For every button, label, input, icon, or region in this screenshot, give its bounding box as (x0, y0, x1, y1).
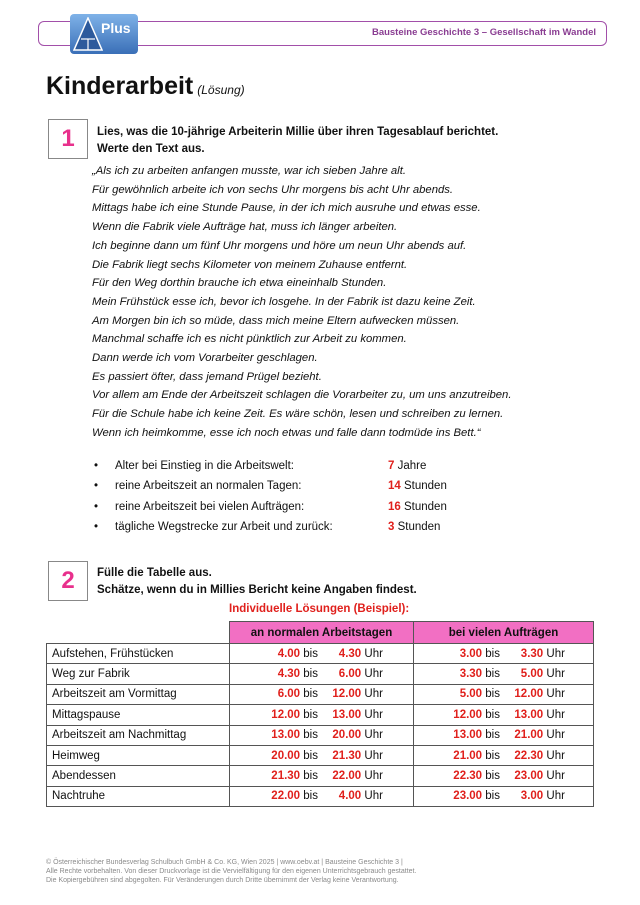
busy-time-cell (414, 745, 594, 765)
normal-time-cell (230, 786, 414, 806)
quote-line: Am Morgen bin ich so müde, dass mich meine Eltern aufwecken müssen. (92, 314, 460, 327)
time-to: 12.00 (514, 688, 544, 701)
unit-text: Uhr (546, 688, 565, 701)
quote-line: Mittags habe ich eine Stunde Pause, in der ich mich ausruhe und etwas esse. (92, 202, 481, 215)
task-1-instruction (97, 124, 498, 158)
answer-label: tägliche Wegstrecke zur Arbeit und zurück: (115, 520, 333, 533)
activity-cell: Mittagspause (47, 705, 230, 725)
time-to: 21.30 (332, 749, 362, 762)
time-from: 13.00 (453, 729, 483, 742)
unit-text: Uhr (364, 729, 383, 742)
bullet-icon: • (94, 520, 99, 533)
connector-text: bis (485, 790, 500, 803)
time-from: 22.30 (453, 770, 483, 783)
connector-text: bis (303, 770, 318, 783)
answer-label: reine Arbeitszeit an normalen Tagen: (115, 480, 302, 493)
unit-text: Uhr (364, 647, 383, 660)
answer-value: 14 (388, 480, 401, 493)
time-to: 5.00 (520, 668, 544, 681)
activity-cell: Heimweg (47, 745, 230, 765)
column-header-normal: an normalen Arbeitstagen (230, 622, 414, 644)
quote-line: Vor allem am Ende der Arbeitszeit schlagen die Vorarbeiter zu, um uns anzutreiben. (92, 389, 512, 402)
table-row (47, 705, 594, 725)
task-2-number: 2 (48, 561, 88, 601)
bullet-icon: • (94, 480, 99, 493)
busy-time-cell (414, 766, 594, 786)
time-to: 6.00 (338, 668, 362, 681)
quote-line: Für die Schule habe ich keine Zeit. Es wäre schön, lesen und schreiben zu lernen. (92, 408, 504, 421)
unit-text: Uhr (364, 790, 383, 803)
publisher-logo (70, 14, 138, 54)
time-to: 22.30 (514, 749, 544, 762)
normal-time-cell (230, 766, 414, 786)
time-to: 13.00 (332, 708, 362, 721)
column-header-busy: bei vielen Aufträgen (414, 622, 594, 644)
connector-text: bis (303, 668, 318, 681)
table-header-row (47, 622, 594, 644)
copyright-footer (46, 858, 416, 885)
bullet-icon: • (94, 460, 99, 472)
table-row (47, 664, 594, 684)
unit-text: Uhr (546, 708, 565, 721)
unit-text: Uhr (546, 668, 565, 681)
time-to: 13.00 (514, 708, 544, 721)
table-row (47, 745, 594, 765)
table-header-blank (47, 622, 230, 644)
unit-text: Uhr (364, 749, 383, 762)
activity-cell: Arbeitszeit am Vormittag (47, 684, 230, 704)
table-row (47, 684, 594, 704)
answer-value: 3 (388, 520, 395, 533)
time-from: 3.00 (459, 647, 483, 660)
connector-text: bis (303, 790, 318, 803)
quote-line: Manchmal schaffe ich es nicht pünktlich zur Arbeit zu kommen. (92, 333, 407, 346)
quote-line: Die Fabrik liegt sechs Kilometer von meinem Zuhause entfernt. (92, 258, 408, 271)
task-1-instruction-line: Lies, was die 10-jährige Arbeiterin Millie über ihren Tagesablauf berichtet. (97, 126, 499, 138)
answer-value-group (388, 497, 447, 517)
normal-time-cell (230, 725, 414, 745)
task-1-number: 1 (48, 119, 88, 159)
time-from: 6.00 (277, 688, 301, 701)
unit-text: Uhr (546, 729, 565, 742)
normal-time-cell (230, 684, 414, 704)
answer-value-group (388, 476, 447, 496)
time-from: 12.00 (271, 708, 301, 721)
answer-unit: Jahre (397, 460, 427, 472)
bullet-icon: • (94, 500, 99, 513)
time-to: 12.00 (332, 688, 362, 701)
connector-text: bis (303, 729, 318, 742)
connector-text: bis (303, 749, 318, 762)
answer-value: 7 (388, 460, 395, 472)
time-to: 3.00 (520, 790, 544, 803)
busy-time-cell (414, 725, 594, 745)
unit-text: Uhr (546, 749, 565, 762)
time-from: 20.00 (271, 749, 301, 762)
busy-time-cell (414, 644, 594, 664)
time-to: 21.00 (514, 729, 544, 742)
connector-text: bis (303, 647, 318, 660)
normal-time-cell (230, 664, 414, 684)
task-2-instruction (97, 565, 417, 599)
time-from: 13.00 (271, 729, 301, 742)
time-from: 12.00 (453, 708, 483, 721)
unit-text: Uhr (364, 708, 383, 721)
task-2-instruction-line: Schätze, wenn du in Millies Bericht keine Angaben findest. (97, 584, 417, 596)
unit-text: Uhr (546, 790, 565, 803)
title-subtitle: (Lösung) (197, 83, 245, 97)
task-2-instruction-line: Fülle die Tabelle aus. (97, 567, 212, 579)
quote-line: Für den Weg dorthin brauche ich etwa eineinhalb Stunden. (92, 277, 387, 290)
connector-text: bis (485, 749, 500, 762)
footer-line: Alle Rechte vorbehalten. Von dieser Druckvorlage ist die Vervielfältigung für den eigenen Unterrichtsgebrauch gestattet. (46, 868, 417, 875)
answer-label: Alter bei Einstieg in die Arbeitswelt: (115, 460, 294, 472)
quote-line: Ich beginne dann um fünf Uhr morgens und höre um neun Uhr abends auf. (92, 239, 467, 252)
task-1-instruction-line: Werte den Text aus. (97, 143, 205, 155)
quote-line: Dann werde ich vom Vorarbeiter geschlagen. (92, 352, 318, 365)
answer-label: reine Arbeitszeit bei vielen Aufträgen: (115, 500, 305, 513)
unit-text: Uhr (364, 688, 383, 701)
busy-time-cell (414, 684, 594, 704)
solution-caption: Individuelle Lösungen (Beispiel): (229, 603, 410, 615)
title-text: Kinderarbeit (46, 72, 194, 100)
quote-line: Für gewöhnlich arbeite ich von sechs Uhr morgens bis acht Uhr abends. (92, 183, 454, 196)
connector-text: bis (485, 770, 500, 783)
normal-time-cell (230, 644, 414, 664)
time-to: 4.30 (338, 647, 362, 660)
series-title: Bausteine Geschichte 3 – Gesellschaft im Wandel (371, 27, 596, 38)
normal-time-cell (230, 705, 414, 725)
answer-unit: Stunden (404, 480, 447, 493)
connector-text: bis (485, 668, 500, 681)
quote-line: Wenn ich heimkomme, esse ich noch etwas und falle dann todmüde ins Bett.“ (92, 426, 481, 439)
connector-text: bis (485, 647, 500, 660)
table-row (47, 766, 594, 786)
answer-value: 16 (388, 500, 401, 513)
time-from: 21.00 (453, 749, 483, 762)
connector-text: bis (303, 708, 318, 721)
quote-line: Es passiert öfter, dass jemand Prügel bezieht. (92, 370, 322, 383)
footer-line: © Österreichischer Bundesverlag Schulbuch GmbH & Co. KG, Wien 2025 | www.oebv.at | Bausteine Geschichte 3 | (46, 859, 403, 866)
activity-cell: Abendessen (47, 766, 230, 786)
connector-text: bis (485, 688, 500, 701)
quote-line: Mein Frühstück esse ich, bevor ich losgehe. In der Fabrik ist dazu keine Zeit. (92, 295, 476, 308)
time-from: 3.30 (459, 668, 483, 681)
connector-text: bis (485, 708, 500, 721)
table-row (47, 644, 594, 664)
time-from: 4.00 (277, 647, 301, 660)
answer-unit: Stunden (397, 520, 441, 533)
time-to: 22.00 (332, 770, 362, 783)
busy-time-cell (414, 705, 594, 725)
page-title (46, 72, 245, 101)
daily-schedule-table (46, 621, 594, 807)
triangle-logo-icon (73, 17, 103, 51)
millie-report-quote (92, 162, 612, 443)
time-to: 23.00 (514, 770, 544, 783)
answer-value-group (388, 456, 426, 476)
answer-unit: Stunden (404, 500, 447, 513)
connector-text: bis (303, 688, 318, 701)
time-from: 23.00 (453, 790, 483, 803)
time-from: 5.00 (459, 688, 483, 701)
unit-text: Uhr (364, 668, 383, 681)
connector-text: bis (485, 729, 500, 742)
unit-text: Uhr (364, 770, 383, 783)
activity-cell: Weg zur Fabrik (47, 664, 230, 684)
table-row (47, 786, 594, 806)
time-to: 20.00 (332, 729, 362, 742)
time-to: 3.30 (520, 647, 544, 660)
quote-line: „Als ich zu arbeiten anfangen musste, war ich sieben Jahre alt. (92, 165, 406, 177)
unit-text: Uhr (546, 770, 565, 783)
activity-cell: Aufstehen, Frühstücken (47, 644, 230, 664)
table-row (47, 725, 594, 745)
quote-line: Wenn die Fabrik viele Aufträge hat, muss ich länger arbeiten. (92, 221, 398, 234)
activity-cell: Nachtruhe (47, 786, 230, 806)
time-from: 21.30 (271, 770, 301, 783)
activity-cell: Arbeitszeit am Nachmittag (47, 725, 230, 745)
footer-line: Die Kopiergebühren sind abgegolten. Für Veränderungen durch Dritte übernimmt der Verlag keine Verantwortung. (46, 877, 399, 884)
busy-time-cell (414, 786, 594, 806)
unit-text: Uhr (546, 647, 565, 660)
answer-value-group (388, 517, 440, 537)
busy-time-cell (414, 664, 594, 684)
time-to: 4.00 (338, 790, 362, 803)
time-from: 22.00 (271, 790, 301, 803)
time-from: 4.30 (277, 668, 301, 681)
normal-time-cell (230, 745, 414, 765)
logo-text: Plus (101, 20, 131, 36)
